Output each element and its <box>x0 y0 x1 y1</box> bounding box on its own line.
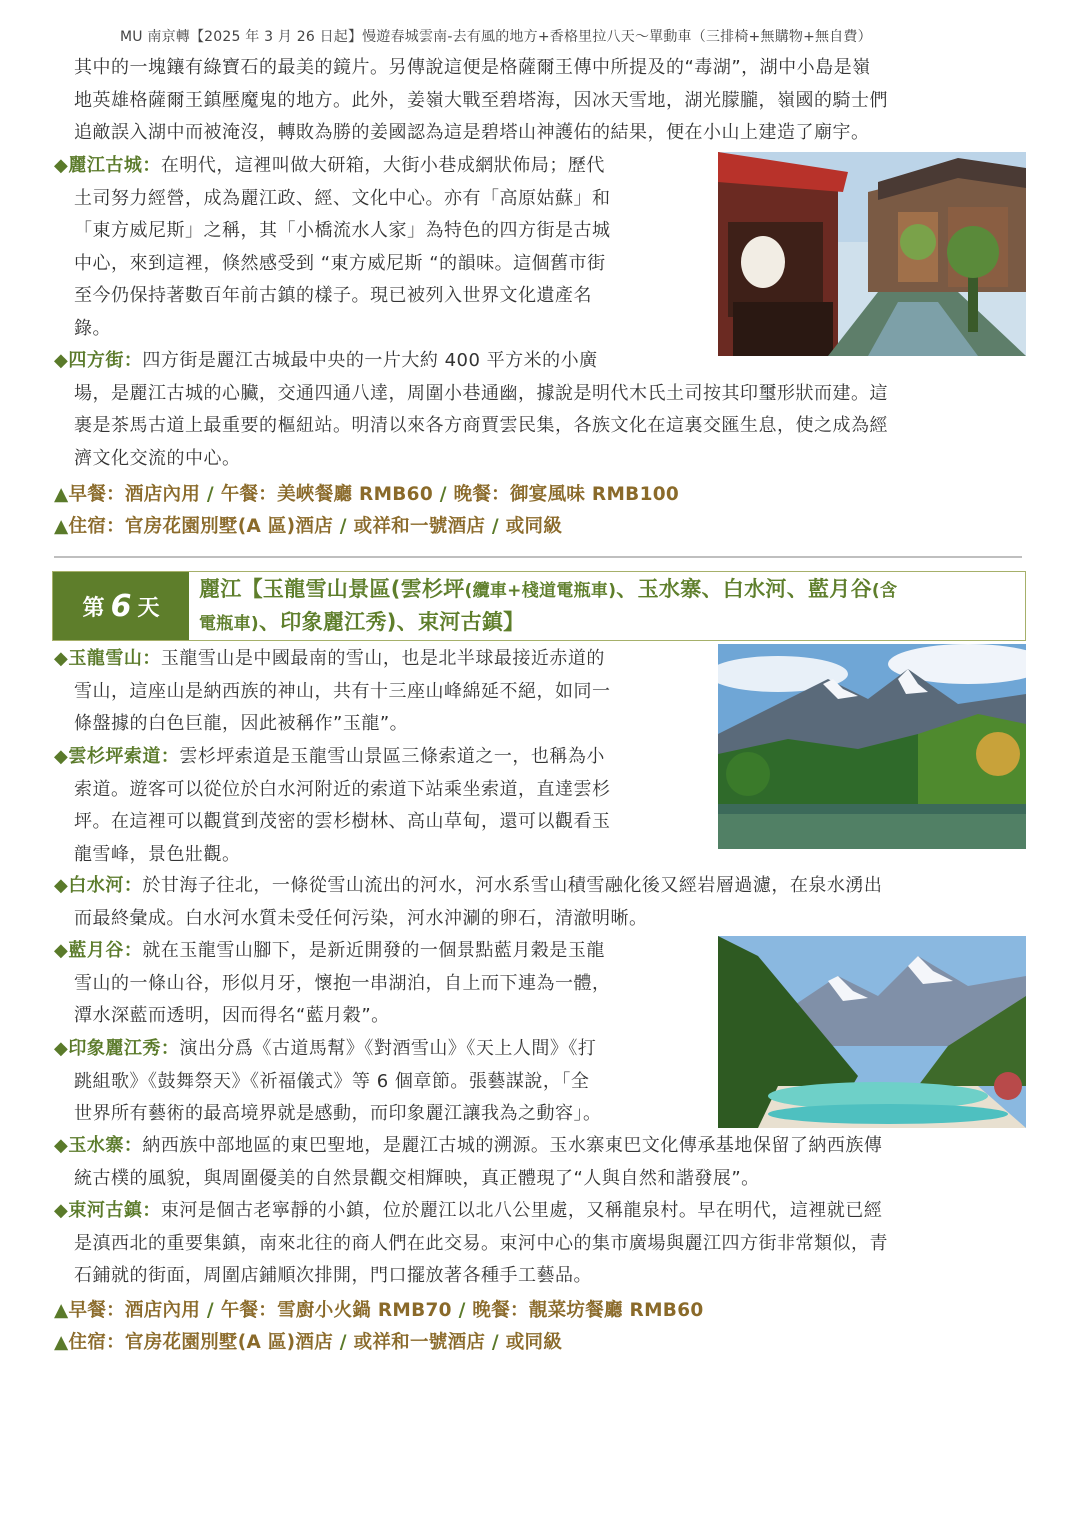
diamond-bullet-icon: ◆ <box>54 350 69 371</box>
section-title: 印象麗江秀： <box>68 1038 180 1059</box>
hotel-option: 或同級 <box>505 1332 563 1353</box>
text-line: 雲杉坪索道是玉龍雪山景區三條索道之一，也稱為小 <box>179 746 605 767</box>
text-line: 條盤據的白色巨龍，因此被稱作”玉龍”。 <box>74 713 409 734</box>
section-title: 麗江古城： <box>68 155 161 176</box>
separator: / <box>333 1332 354 1353</box>
day-label: 第 <box>82 595 105 621</box>
text-line: 於甘海子往北，一條從雪山流出的河水，河水系雪山積雪融化後又經岩層過濾，在泉水湧出 <box>142 875 883 896</box>
section-blue-moon-valley <box>54 935 704 1033</box>
text-line: 納西族中部地區的東巴聖地，是麗江古城的溯源。玉水寨東巴文化傳承基地保留了納西族傳 <box>142 1135 883 1156</box>
separator: / <box>200 484 221 505</box>
section-lijiang-old-town <box>54 150 704 345</box>
diamond-bullet-icon: ◆ <box>54 1200 69 1221</box>
text-line: 跳組歌》《鼓舞祭天》《祈福儀式》等 6 個章節。張藝謀說，「全 <box>74 1070 590 1092</box>
meal-lunch: 午餐：雪廚小火鍋 RMB70 <box>220 1300 452 1321</box>
text-line: 玉龍雪山是中國最南的雪山，也是北半球最接近赤道的 <box>160 648 605 669</box>
text-line: 石鋪就的街面，周圍店鋪順次排開，門口擺放著各種手工藝品。 <box>74 1265 592 1286</box>
text-line: 束河是個古老寧靜的小鎮，位於麗江以北八公里處，又稱龍泉村。早在明代，這裡就已經 <box>160 1200 883 1221</box>
day-title-text: 、玉水寨、白水河、藍月谷 <box>616 577 872 601</box>
section-title: 四方街： <box>68 350 143 371</box>
day6-meals <box>54 1296 704 1322</box>
section-sifang-street <box>54 345 1029 475</box>
triangle-bullet-icon: ▲ <box>54 484 69 505</box>
text-line: 是滇西北的重要集鎮，南來北往的商人們在此交易。束河中心的集市廣場與麗江四方街非常類似，青 <box>74 1232 888 1254</box>
hotel-option: 住宿：官房花園別墅(A 區)酒店 <box>68 1332 334 1353</box>
day-title-text: 麗江【玉龍雪山景區(雲杉坪 <box>199 577 465 601</box>
diamond-bullet-icon: ◆ <box>54 1038 69 1059</box>
day-title-text: (纜車+棧道電瓶車) <box>464 581 617 601</box>
day5-meals <box>54 480 679 506</box>
hotel-option: 或祥和一號酒店 <box>353 1332 486 1353</box>
text-line: 「東方威尼斯」之稱，其「小橋流水人家」為特色的四方街是古城 <box>74 220 611 241</box>
text-line: 追敵誤入湖中而被淹沒，轉敗為勝的姜國認為這是碧塔山神護佑的結果，便在小山上建造了廟宇。 <box>74 122 870 143</box>
diamond-bullet-icon: ◆ <box>54 875 69 896</box>
triangle-bullet-icon: ▲ <box>54 516 69 537</box>
section-yushui-village <box>54 1130 1029 1195</box>
triangle-bullet-icon: ▲ <box>54 1300 69 1321</box>
separator: / <box>451 1300 473 1321</box>
text-line: 潭水深藍而透明，因而得名“藍月穀”。 <box>74 1005 390 1026</box>
day-title-text: 電瓶車) <box>199 614 259 634</box>
text-line: 演出分爲《古道馬幫》《對酒雪山》《天上人間》《打 <box>179 1038 597 1059</box>
triangle-bullet-icon: ▲ <box>54 1332 69 1353</box>
section-impression-lijiang <box>54 1033 704 1131</box>
text-line: 就在玉龍雪山腳下，是新近開發的一個景點藍月穀是玉龍 <box>142 940 605 961</box>
hotel-option: 或同級 <box>505 516 563 537</box>
section-yulong-snow-mountain <box>54 643 704 741</box>
text-line: 裹是茶馬古道上最重要的樞紐站。明清以來各方商賈雲民集，各族文化在這裏交匯生息，使之成為經 <box>74 415 888 436</box>
text-line: 至今仍保持著數百年前古鎮的樣子。現已被列入世界文化遺產名 <box>74 285 592 306</box>
text-line: 四方街是麗江古城最中央的一片大約 400 平方米的小廣 <box>142 350 598 371</box>
day-label: 天 <box>137 595 160 621</box>
day-number: 6 <box>110 588 132 624</box>
diamond-bullet-icon: ◆ <box>54 648 69 669</box>
day5-hotel <box>54 512 562 538</box>
section-title: 束河古鎮： <box>68 1200 161 1221</box>
meal-lunch: 午餐：美峽餐廳 RMB60 <box>220 484 434 505</box>
diamond-bullet-icon: ◆ <box>54 746 69 767</box>
day-heading <box>52 571 1026 641</box>
text-line: 濟文化交流的中心。 <box>74 447 241 469</box>
separator: / <box>433 484 454 505</box>
meal-breakfast: 早餐：酒店內用 <box>68 1300 201 1321</box>
text-line: 坪。在這裡可以觀賞到茂密的雲杉樹林、高山草甸，還可以觀看玉 <box>74 811 611 832</box>
section-title: 藍月谷： <box>68 940 143 961</box>
hotel-option: 或祥和一號酒店 <box>353 516 486 537</box>
text-line: 在明代，這裡叫做大研箱，大街小巷成網狀佈局；歷代 <box>160 155 605 176</box>
yulong-snow-mountain-photo <box>718 644 1026 849</box>
section-title: 雲杉坪索道： <box>68 746 180 767</box>
text-line: 統古樸的風貌，與周圍優美的自然景觀交相輝映，真正體現了“人與自然和諧發展”。 <box>74 1167 760 1189</box>
text-line: 索道。遊客可以從位於白水河附近的索道下站乘坐索道，直達雲杉 <box>74 778 611 800</box>
separator: / <box>200 1300 221 1321</box>
section-yunshanping-cableway <box>54 741 704 871</box>
text-line: 雪山的一條山谷，形似月牙，懷抱一串湖泊，自上而下連為一體， <box>74 972 611 994</box>
hotel-option: 住宿：官房花園別墅(A 區)酒店 <box>68 516 334 537</box>
separator: / <box>333 516 354 537</box>
text-line: 世界所有藝術的最高境界就是感動，而印象麗江讓我為之動容」。 <box>74 1103 602 1124</box>
blue-moon-valley-photo <box>718 936 1026 1128</box>
meal-dinner: 晚餐：御宴風味 RMB100 <box>453 484 680 505</box>
text-line: 雪山，這座山是納西族的神山，共有十三座山峰綿延不絕，如同一 <box>74 680 611 702</box>
day-title-text: (含 <box>871 581 898 601</box>
text-line: 地英雄格薩爾王鎮壓魔鬼的地方。此外，姜嶺大戰至碧塔海，因冰天雪地，湖光朦朧，嶺國的騎士們 <box>74 89 888 111</box>
day-number-badge <box>53 572 189 640</box>
meal-dinner: 晚餐：靚菜坊餐廳 RMB60 <box>472 1300 704 1321</box>
day6-hotel <box>54 1328 562 1354</box>
text-line: 土司努力經營，成為麗江政、經、文化中心。亦有「高原姑蘇」和 <box>74 187 611 209</box>
text-line: 中心，來到這裡，倏然感受到 “東方威尼斯 “的韻味。這個舊市街 <box>74 252 606 274</box>
day-title <box>199 574 1019 640</box>
text-line: 而最終彙成。白水河水質未受任何污染，河水沖涮的卵石，清澈明晰。 <box>74 907 648 929</box>
section-title: 玉水寨： <box>68 1135 143 1156</box>
text-line: 場，是麗江古城的心臟，交通四通八達，周圍小巷通幽，據說是明代木氏土司按其印璽形狀而建。這 <box>74 382 888 404</box>
diamond-bullet-icon: ◆ <box>54 155 69 176</box>
meal-breakfast: 早餐：酒店內用 <box>68 484 201 505</box>
text-line: 錄。 <box>74 317 111 339</box>
day-title-text: 、印象麗江秀)、束河古鎮】 <box>258 610 525 634</box>
text-line: 其中的一塊鑲有綠寶石的最美的鏡片。另傳說這便是格薩爾王傳中所提及的“毒湖”，湖中小島是嶺 <box>74 57 871 78</box>
intro-paragraph <box>74 52 1034 150</box>
section-shuhe-ancient-town <box>54 1195 1029 1293</box>
page-header: MU 南京轉【2025 年 3 月 26 日起】慢遊春城雲南-去有風的地方+香格里拉八天～單動車（三排椅+無購物+無自費） <box>120 29 872 45</box>
text-line: 龍雪峰，景色壯觀。 <box>74 843 241 865</box>
separator: / <box>485 516 506 537</box>
section-baishui-river <box>54 870 1029 935</box>
lijiang-old-town-photo <box>718 152 1026 356</box>
section-title: 玉龍雪山： <box>68 648 161 669</box>
separator: / <box>485 1332 506 1353</box>
section-divider <box>54 556 1022 558</box>
section-title: 白水河： <box>68 875 143 896</box>
diamond-bullet-icon: ◆ <box>54 940 69 961</box>
diamond-bullet-icon: ◆ <box>54 1135 69 1156</box>
